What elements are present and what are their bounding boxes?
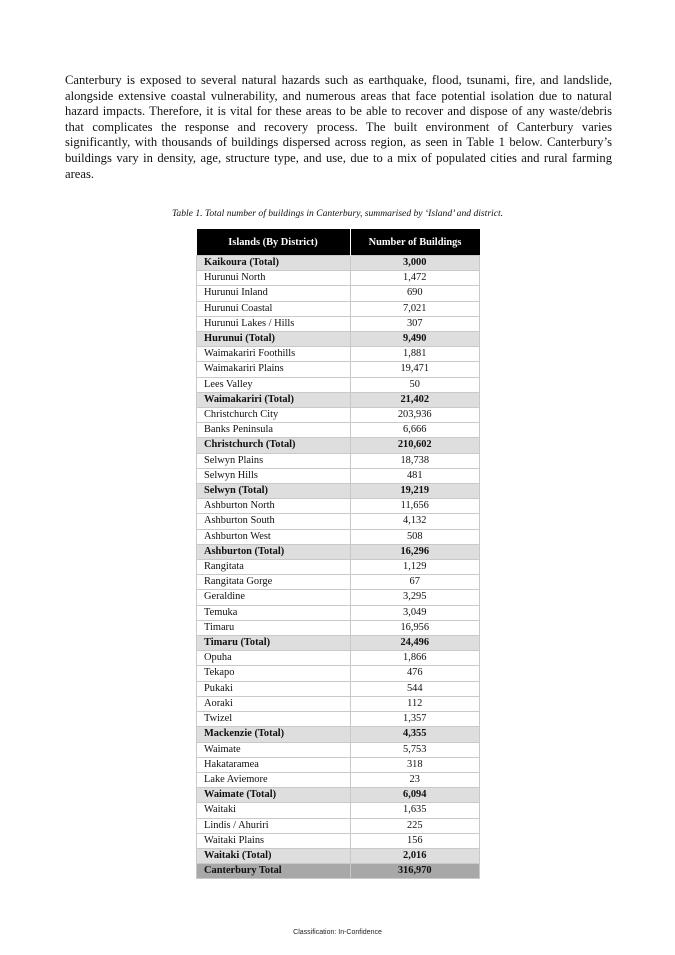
table-row (197, 316, 480, 331)
table-row (197, 347, 480, 362)
building-count-cell: 6,666 (350, 423, 480, 438)
building-count-cell: 203,936 (350, 408, 480, 423)
table-row (197, 696, 480, 711)
area-name-cell: Temuka (197, 605, 351, 620)
building-count-cell: 7,021 (350, 301, 480, 316)
area-name-cell: Waimate (197, 742, 351, 757)
table-row (197, 666, 480, 681)
building-count-cell: 19,219 (350, 484, 480, 499)
district-total-row (197, 332, 480, 347)
table-row (197, 620, 480, 635)
building-count-cell: 21,402 (350, 392, 480, 407)
district-total-row (197, 636, 480, 651)
table-body (197, 256, 480, 879)
table-row (197, 362, 480, 377)
table-row (197, 408, 480, 423)
building-count-cell: 4,355 (350, 727, 480, 742)
area-name-cell: Hurunui North (197, 271, 351, 286)
area-name-cell: Ashburton South (197, 514, 351, 529)
area-name-cell: Ashburton West (197, 529, 351, 544)
table-row (197, 377, 480, 392)
building-count-cell: 1,357 (350, 712, 480, 727)
header-islands: Islands (By District) (197, 229, 351, 256)
area-name-cell: Lake Aviemore (197, 772, 351, 787)
area-name-cell: Banks Peninsula (197, 423, 351, 438)
area-name-cell: Hurunui Inland (197, 286, 351, 301)
building-count-cell: 1,635 (350, 803, 480, 818)
building-count-cell: 6,094 (350, 788, 480, 803)
area-name-cell: Lindis / Ahuriri (197, 818, 351, 833)
area-name-cell: Waimakariri (Total) (197, 392, 351, 407)
building-count-cell: 476 (350, 666, 480, 681)
area-name-cell: Christchurch City (197, 408, 351, 423)
building-count-cell: 225 (350, 818, 480, 833)
grand-total-row (197, 864, 480, 879)
building-count-cell: 23 (350, 772, 480, 787)
building-count-cell: 24,496 (350, 636, 480, 651)
building-count-cell: 481 (350, 468, 480, 483)
district-total-row (197, 392, 480, 407)
district-total-row (197, 848, 480, 863)
area-name-cell: Waitaki Plains (197, 833, 351, 848)
table-row (197, 286, 480, 301)
area-name-cell: Waimakariri Plains (197, 362, 351, 377)
district-total-row (197, 544, 480, 559)
table-row (197, 423, 480, 438)
area-name-cell: Rangitata (197, 560, 351, 575)
table-row (197, 468, 480, 483)
building-count-cell: 1,881 (350, 347, 480, 362)
area-name-cell: Selwyn Plains (197, 453, 351, 468)
district-total-row (197, 727, 480, 742)
building-count-cell: 19,471 (350, 362, 480, 377)
table-row (197, 514, 480, 529)
table-caption: Table 1. Total number of buildings in Canterbury, summarised by ‘Island’ and district. (171, 208, 504, 219)
area-name-cell: Rangitata Gorge (197, 575, 351, 590)
building-count-cell: 16,296 (350, 544, 480, 559)
table-row (197, 605, 480, 620)
table-row (197, 757, 480, 772)
district-total-row (197, 484, 480, 499)
table-row (197, 453, 480, 468)
table-row (197, 818, 480, 833)
building-count-cell: 3,049 (350, 605, 480, 620)
district-total-row (197, 438, 480, 453)
table-row (197, 575, 480, 590)
table-row (197, 742, 480, 757)
area-name-cell: Selwyn Hills (197, 468, 351, 483)
area-name-cell: Christchurch (Total) (197, 438, 351, 453)
classification-footer: Classification: In-Confidence (293, 929, 382, 936)
area-name-cell: Ashburton North (197, 499, 351, 514)
table-row (197, 712, 480, 727)
area-name-cell: Kaikoura (Total) (197, 256, 351, 271)
table-row (197, 681, 480, 696)
area-name-cell: Waitaki (Total) (197, 848, 351, 863)
area-name-cell: Geraldine (197, 590, 351, 605)
building-count-cell: 112 (350, 696, 480, 711)
area-name-cell: Hurunui Lakes / Hills (197, 316, 351, 331)
building-count-cell: 3,295 (350, 590, 480, 605)
building-count-cell: 307 (350, 316, 480, 331)
table-row (197, 651, 480, 666)
area-name-cell: Waimate (Total) (197, 788, 351, 803)
building-count-cell: 690 (350, 286, 480, 301)
area-name-cell: Opuha (197, 651, 351, 666)
table-header-row (197, 229, 480, 256)
building-count-cell: 11,656 (350, 499, 480, 514)
table-row (197, 301, 480, 316)
district-total-row (197, 788, 480, 803)
area-name-cell: Timaru (197, 620, 351, 635)
area-name-cell: Timaru (Total) (197, 636, 351, 651)
building-count-cell: 156 (350, 833, 480, 848)
building-count-cell: 318 (350, 757, 480, 772)
table-row (197, 833, 480, 848)
table-row (197, 271, 480, 286)
building-count-cell: 67 (350, 575, 480, 590)
building-count-cell: 2,016 (350, 848, 480, 863)
header-number-of-buildings: Number of Buildings (350, 229, 480, 256)
area-name-cell: Selwyn (Total) (197, 484, 351, 499)
area-name-cell: Canterbury Total (197, 864, 351, 879)
area-name-cell: Hurunui (Total) (197, 332, 351, 347)
table-row (197, 772, 480, 787)
building-count-cell: 1,472 (350, 271, 480, 286)
area-name-cell: Ashburton (Total) (197, 544, 351, 559)
area-name-cell: Hurunui Coastal (197, 301, 351, 316)
table-row (197, 803, 480, 818)
table-row (197, 529, 480, 544)
area-name-cell: Pukaki (197, 681, 351, 696)
building-count-cell: 544 (350, 681, 480, 696)
area-name-cell: Twizel (197, 712, 351, 727)
building-count-cell: 4,132 (350, 514, 480, 529)
district-total-row (197, 256, 480, 271)
area-name-cell: Waimakariri Foothills (197, 347, 351, 362)
area-name-cell: Lees Valley (197, 377, 351, 392)
table-row (197, 560, 480, 575)
area-name-cell: Tekapo (197, 666, 351, 681)
table-row (197, 590, 480, 605)
building-count-cell: 50 (350, 377, 480, 392)
building-count-cell: 3,000 (350, 256, 480, 271)
building-count-cell: 210,602 (350, 438, 480, 453)
building-count-cell: 9,490 (350, 332, 480, 347)
building-count-cell: 5,753 (350, 742, 480, 757)
building-count-cell: 316,970 (350, 864, 480, 879)
building-count-cell: 508 (350, 529, 480, 544)
building-count-cell: 18,738 (350, 453, 480, 468)
building-count-cell: 1,866 (350, 651, 480, 666)
table-row (197, 499, 480, 514)
area-name-cell: Hakataramea (197, 757, 351, 772)
building-count-cell: 1,129 (350, 560, 480, 575)
area-name-cell: Mackenzie (Total) (197, 727, 351, 742)
area-name-cell: Aoraki (197, 696, 351, 711)
buildings-table (196, 229, 480, 879)
area-name-cell: Waitaki (197, 803, 351, 818)
building-count-cell: 16,956 (350, 620, 480, 635)
intro-paragraph: Canterbury is exposed to several natural hazards such as earthquake, flood, tsunami, fire, and landslide, alongside extensive coastal vulnerability, and numerous areas that face potential isolation due to natural hazard impacts. Therefore, it is vital for these areas to be able to recover and dispose of any waste/debris that complicates the response and recovery process. The built environment of Canterbury varies significantly, with thousands of buildings dispersed across region, as seen in Table 1 below. Canterbury’s buildings vary in density, age, structure type, and use, due to a mix of populated cities and rural farming areas. (65, 73, 612, 181)
